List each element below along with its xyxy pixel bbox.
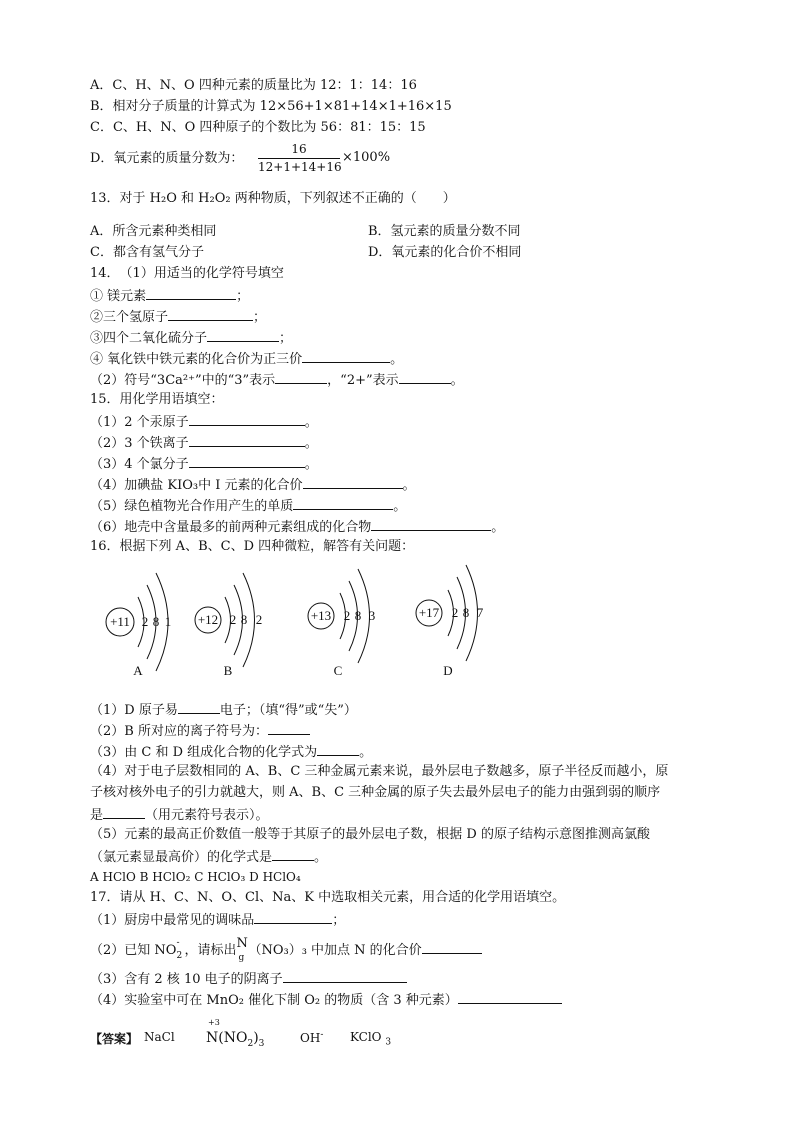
item-text: （2）已知 NO xyxy=(90,943,177,958)
q16-sub-3 xyxy=(90,742,372,762)
answer-blank[interactable] xyxy=(399,370,451,384)
shell-count: 2 xyxy=(229,612,237,627)
answer-blank[interactable] xyxy=(317,742,359,756)
shell-count: 8 xyxy=(462,605,470,620)
item-text: ，“2+”表示 xyxy=(327,373,399,388)
nucleus-charge: +13 xyxy=(310,608,332,623)
subscript: 2 xyxy=(176,951,183,961)
q13-option-d: D．氧元素的化合价不相同 xyxy=(368,245,522,260)
punctuation: ； xyxy=(236,289,250,304)
q15-item-2 xyxy=(90,433,318,453)
q15-item-4 xyxy=(90,475,416,495)
punctuation: 。 xyxy=(393,499,407,514)
formula-text: OH xyxy=(300,1031,321,1045)
q14-item-1 xyxy=(90,286,249,306)
answer-blank[interactable] xyxy=(103,805,145,819)
subscript: g xyxy=(238,953,245,963)
punctuation: 。 xyxy=(304,457,318,472)
punctuation: 。 xyxy=(491,520,505,535)
item-text: （1）2 个汞原子 xyxy=(90,415,189,430)
fraction-denominator: 12+1+14+16 xyxy=(258,160,342,174)
q16-sub-5-line-1: （5）元素的最高正价数值一般等于其原子的最外层电子数，根据 D 的原子结构示意图推测高氯酸 xyxy=(90,827,650,842)
nucleus-charge: +11 xyxy=(110,614,130,629)
subscript: 3 xyxy=(385,1037,392,1048)
q12-fraction xyxy=(258,141,340,176)
shell-count: 1 xyxy=(164,614,172,629)
shell-count: 2 xyxy=(343,608,351,623)
punctuation: ； xyxy=(253,310,267,325)
atom-label: B xyxy=(223,663,233,678)
atom-label: D xyxy=(443,663,453,678)
atom-diagram-d xyxy=(416,565,484,678)
q15-item-5 xyxy=(90,496,406,516)
answer-2-charge: +3 xyxy=(208,1018,220,1027)
q16-sub-5-line-2 xyxy=(90,847,327,867)
shell-count: 8 xyxy=(152,614,160,629)
item-text: （3）4 个氯分子 xyxy=(90,457,189,472)
answer-blank[interactable] xyxy=(272,847,314,861)
punctuation: 。 xyxy=(304,436,318,451)
answer-blank[interactable] xyxy=(189,412,305,426)
punctuation: 。 xyxy=(390,352,404,367)
q16-sub-1 xyxy=(90,700,357,720)
answer-blank[interactable] xyxy=(422,940,482,954)
punctuation: ； xyxy=(332,913,346,928)
q13-option-a: A．所含元素种类相同 xyxy=(90,224,217,239)
answer-blank[interactable] xyxy=(146,286,236,300)
answer-label: 【答案】 xyxy=(90,1032,139,1046)
no2-charge-notation xyxy=(176,938,184,961)
q16-choices: A HClO B HClO₂ C HClO₃ D HClO₄ xyxy=(90,870,301,884)
answer-blank[interactable] xyxy=(371,517,491,531)
nucleus-charge: +12 xyxy=(197,612,219,627)
q16-stem: 16．根据下列 A、B、C、D 四种微粒，解答有关问题： xyxy=(90,539,415,554)
answer-blank[interactable] xyxy=(168,307,253,321)
q17-sub-2 xyxy=(90,936,482,963)
formula-text: ) xyxy=(253,1030,259,1046)
item-text: 是 xyxy=(90,808,104,823)
punctuation: 。 xyxy=(402,478,416,493)
answer-2 xyxy=(206,1030,264,1049)
answer-blank[interactable] xyxy=(275,370,327,384)
subscript: 2 xyxy=(247,1038,254,1049)
item-text: （4）加碘盐 KIO₃中 I 元素的化合价 xyxy=(90,478,303,493)
atom-diagram-c xyxy=(308,569,375,678)
subscript: 3 xyxy=(258,1038,265,1049)
shell-count: 8 xyxy=(240,612,248,627)
q14-item-4 xyxy=(90,349,403,369)
answer-blank[interactable] xyxy=(458,990,562,1004)
item-text: 电子；（填“得”或“失”） xyxy=(219,703,357,718)
nitrogen-symbol: N xyxy=(236,936,248,951)
shell-count: 7 xyxy=(476,605,484,620)
item-text: ，请标出 xyxy=(184,943,237,958)
shell-count: 2 xyxy=(255,612,263,627)
q12-option-d: D．氧元素的质量分数为： xyxy=(90,151,244,166)
q12-option-a: A．C、H、N、O 四种元素的质量比为 12：1：14：16 xyxy=(90,78,417,93)
answer-blank[interactable] xyxy=(268,721,310,735)
item-text: （3）含有 2 核 10 电子的阴离子 xyxy=(90,972,283,987)
answer-blank[interactable] xyxy=(303,475,403,489)
q17-sub-3 xyxy=(90,969,407,989)
q14-stem: 14． （1）用适当的化学符号填空 xyxy=(90,266,284,281)
answer-1: NaCl xyxy=(144,1030,175,1044)
atom-diagram-b xyxy=(195,573,262,678)
item-text: （6）地壳中含量最多的前两种元素组成的化合物 xyxy=(90,520,372,535)
answer-blank[interactable] xyxy=(302,349,390,363)
shell-count: 3 xyxy=(368,608,376,623)
q16-sub-4-line-2: 子核对核外电子的引力就越大，则 A、B、C 三种金属的原子失去最外层电子的能力由强到弱的顺序 xyxy=(90,785,661,800)
formula-text: KClO xyxy=(350,1030,382,1044)
answer-blank[interactable] xyxy=(254,910,332,924)
item-text: （2）3 个铁离子 xyxy=(90,436,189,451)
q15-item-1 xyxy=(90,412,318,432)
q12-option-c: C．C、H、N、O 四种原子的个数比为 56：81：15：15 xyxy=(90,120,426,135)
q15-item-3 xyxy=(90,454,318,474)
shell-count: 8 xyxy=(354,608,362,623)
superscript: - xyxy=(176,938,180,948)
formula-text: N(NO xyxy=(206,1030,248,1046)
punctuation: 。 xyxy=(359,745,373,760)
item-text: （NO₃）₃ 中加点 N 的化合价 xyxy=(248,943,422,958)
q15-stem: 15．用化学用语填空： xyxy=(90,392,224,407)
q14-part-2 xyxy=(90,370,464,390)
shell-count: 2 xyxy=(141,614,149,629)
item-text: （氯元素显最高价）的化学式是 xyxy=(90,850,273,865)
item-text: （4）实验室中可在 MnO₂ 催化下制 O₂ 的物质（含 3 种元素） xyxy=(90,993,458,1008)
q13-option-c: C．都含有氢气分子 xyxy=(90,245,204,260)
nucleus-charge: +17 xyxy=(418,605,440,620)
q16-sub-4-line-1: （4）对于电子层数相同的 A、B、C 三种金属元素来说，最外层电子数越多，原子半径反而越小，原 xyxy=(90,764,669,779)
superscript: - xyxy=(320,1030,324,1040)
punctuation: 。 xyxy=(314,850,328,865)
q17-sub-1 xyxy=(90,910,345,930)
atom-diagram-a xyxy=(106,573,171,678)
answer-blank[interactable] xyxy=(189,433,305,447)
marked-nitrogen xyxy=(236,936,248,963)
punctuation: ； xyxy=(279,331,293,346)
item-text: （2）B 所对应的离子符号为： xyxy=(90,724,268,739)
punctuation: 。 xyxy=(304,415,318,430)
item-text: （1）厨房中最常见的调味品 xyxy=(90,913,255,928)
q17-stem: 17．请从 H、C、N、O、Cl、Na、K 中选取相关元素，用合适的化学用语填空。 xyxy=(90,890,566,905)
answer-blank[interactable] xyxy=(178,700,220,714)
answer-3 xyxy=(300,1030,323,1045)
atom-label: A xyxy=(133,663,143,678)
q12-percent-suffix: ×100% xyxy=(342,150,391,165)
answer-blank[interactable] xyxy=(189,454,305,468)
item-text: ① 镁元素 xyxy=(90,289,147,304)
item-text: ③四个二氧化硫分子 xyxy=(90,331,208,346)
item-text: ②三个氢原子 xyxy=(90,310,169,325)
q16-sub-4-line-3 xyxy=(90,805,269,825)
punctuation: 。 xyxy=(450,373,464,388)
shell-count: 2 xyxy=(451,605,459,620)
answer-blank[interactable] xyxy=(283,969,407,983)
atom-label: C xyxy=(333,663,343,678)
item-text: ④ 氧化铁中铁元素的化合价为正三价 xyxy=(90,352,303,367)
q14-item-2 xyxy=(90,307,266,327)
q13-stem: 13．对于 H₂O 和 H₂O₂ 两种物质，下列叙述不正确的（ ） xyxy=(90,191,456,206)
answer-blank[interactable] xyxy=(293,496,393,510)
q12-option-b: B．相对分子质量的计算式为 12×56+1×81+14×1+16×15 xyxy=(90,99,452,114)
q16-sub-2 xyxy=(90,721,310,741)
item-text: （5）绿色植物光合作用产生的单质 xyxy=(90,499,294,514)
q17-sub-4 xyxy=(90,990,562,1010)
item-text: （3）由 C 和 D 组成化合物的化学式为 xyxy=(90,745,318,760)
item-text: （1）D 原子易 xyxy=(90,703,178,718)
answer-blank[interactable] xyxy=(207,328,279,342)
q14-item-3 xyxy=(90,328,292,348)
q15-item-6 xyxy=(90,517,504,537)
answer-4 xyxy=(350,1030,391,1047)
q13-option-b: B．氢元素的质量分数不同 xyxy=(368,224,521,239)
atomic-structure-diagrams xyxy=(0,555,794,685)
fraction-numerator: 16 xyxy=(291,142,307,156)
item-text: （用元素符号表示）。 xyxy=(145,808,269,823)
item-text: （2）符号“3Ca²⁺”中的“3”表示 xyxy=(90,373,276,388)
